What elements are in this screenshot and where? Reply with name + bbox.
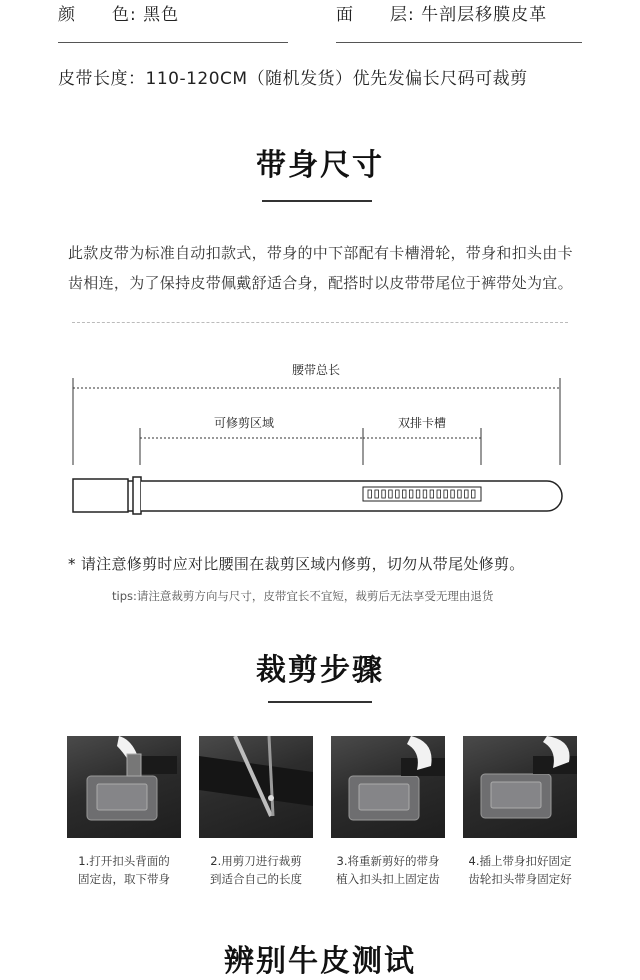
step-3-caption: [326, 852, 450, 888]
color-label: 颜 色:: [58, 5, 137, 25]
step-3-line-2: 植入扣头扣上固定齿: [336, 872, 440, 886]
total-length-dimension: [73, 378, 560, 465]
size-section-title: 带身尺寸: [256, 148, 384, 183]
next-section-title: 辨别牛皮测试: [224, 944, 416, 979]
trim-warning: * 请注意修剪时应对比腰围在裁剪区域内修剪，切勿从带尾处修剪。: [68, 555, 525, 573]
step-4-line-1: 4.插上带身扣好固定: [468, 854, 572, 868]
size-description-line-2: 齿相连，为了保持皮带佩戴舒适合身，配搭时以皮带带尾位于裤带处为宜。: [68, 274, 573, 292]
slot-plate: [363, 487, 481, 501]
step-3-photo: [331, 736, 445, 838]
step-2-line-2: 到适合自己的长度: [210, 872, 302, 886]
step-4-caption: [458, 852, 582, 888]
step-2-line-1: 2.用剪刀进行裁剪: [210, 854, 302, 868]
size-description-line-1: 此款皮带为标准自动扣款式，带身的中下部配有卡槽滑轮，带身和扣头由卡: [68, 244, 573, 262]
step-2-photo: [199, 736, 313, 838]
layer-label: 面 层:: [336, 5, 415, 25]
cut-title-underline: [268, 701, 372, 703]
step-1-line-2: 固定齿，取下带身: [78, 872, 170, 886]
trim-area-dimension: [140, 428, 363, 465]
belt-body: [73, 477, 562, 514]
layer-value: 牛剖层移膜皮革: [421, 5, 548, 25]
cut-section-title: 裁剪步骤: [256, 653, 384, 688]
color-value: 黑色: [143, 5, 180, 25]
double-slot-label: 双排卡槽: [398, 416, 447, 430]
step-1-photo: [67, 736, 181, 838]
belt-length-spec: 皮带长度：110-120CM（随机发货）优先发偏长尺码可裁剪: [58, 69, 528, 89]
step-1-caption: [62, 852, 186, 888]
step-1-line-1: 1.打开扣头背面的: [78, 854, 170, 868]
step-3-line-1: 3.将重新剪好的带身: [336, 854, 440, 868]
step-2-caption: [194, 852, 318, 888]
trim-area-label: 可修剪区域: [214, 416, 275, 430]
step-4-photo: [463, 736, 577, 838]
total-length-label: 腰带总长: [292, 363, 341, 377]
step-4-line-2: 齿轮扣头带身固定好: [468, 872, 572, 886]
double-slot-dimension: [363, 428, 481, 465]
trim-tips: tips:请注意裁剪方向与尺寸，皮带宜长不宜短，裁剪后无法享受无理由退货: [112, 589, 494, 603]
